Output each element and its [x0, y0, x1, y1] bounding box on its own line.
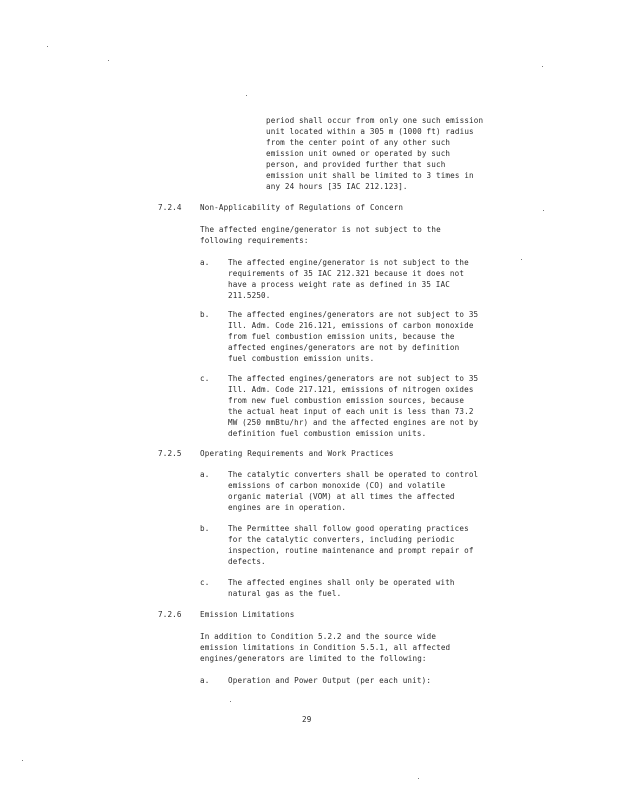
- section-7-2-6-title: Emission Limitations: [200, 610, 295, 619]
- section-7-2-5-item-c-text: The affected engines shall only be operated with natural gas as the fuel.: [228, 578, 455, 598]
- section-7-2-4-item-a-label: a.: [200, 258, 210, 267]
- continuation-paragraph: period shall occur from only one such emission unit located within a 305 m (1000 ft) radius from the center point of any other such emission unit owned or operated by such person, and provided further that such emission unit shall be limited to 3 times in any 24 hours [35 IAC 212.123].: [266, 116, 484, 191]
- section-7-2-5-item-c-label: c.: [200, 578, 210, 587]
- section-7-2-4-title: Non-Applicability of Regulations of Concern: [200, 203, 404, 212]
- section-7-2-4-item-c-text: The affected engines/generators are not subject to 35 Ill. Adm. Code 217.121, emissions of nitrogen oxides from new fuel combustion emission sources, because the actual heat input of each unit is less than 73.2 MW (250 mmBtu/hr) and the affected engines are not by definition fuel combustion emission units.: [228, 374, 479, 438]
- section-7-2-5-item-a-text: The catalytic converters shall be operated to control emissions of carbon monoxide (CO) and volatile organic material (VOM) at all times the affected engines are in operation.: [228, 470, 479, 512]
- scan-speck: [418, 778, 419, 779]
- section-7-2-4-item-a-text: The affected engine/generator is not subject to the requirements of 35 IAC 212.321 because it does not have a process weight rate as defined in 35 IAC 211.5250.: [228, 258, 469, 300]
- section-7-2-4-item-c-label: c.: [200, 374, 210, 383]
- section-7-2-6-item-a-label: a.: [200, 676, 210, 685]
- section-7-2-5-item-a-label: a.: [200, 470, 210, 479]
- scan-speck: [22, 760, 23, 761]
- page-number: 29: [302, 715, 312, 724]
- scan-speck: [543, 210, 544, 211]
- section-7-2-4-item-b-label: b.: [200, 310, 210, 319]
- scan-speck: [108, 60, 109, 61]
- section-7-2-5-number: 7.2.5: [158, 449, 182, 458]
- section-7-2-5-title: Operating Requirements and Work Practices: [200, 449, 394, 458]
- scan-speck: [542, 66, 543, 67]
- scan-speck: [246, 95, 247, 96]
- scan-speck: [521, 259, 522, 260]
- scan-speck: [47, 46, 48, 47]
- section-7-2-5-item-b-label: b.: [200, 524, 210, 533]
- section-7-2-4-number: 7.2.4: [158, 203, 182, 212]
- section-7-2-6-number: 7.2.6: [158, 610, 182, 619]
- scan-speck: [230, 701, 231, 702]
- section-7-2-4-intro: The affected engine/generator is not subject to the following requirements:: [200, 225, 441, 245]
- section-7-2-4-item-b-text: The affected engines/generators are not subject to 35 Ill. Adm. Code 216.121, emissions of carbon monoxide from fuel combustion emission units, because the affected engines/generators are not by definition fuel combustion emission units.: [228, 310, 479, 363]
- section-7-2-6-item-a-text: Operation and Power Output (per each unit):: [228, 676, 432, 685]
- section-7-2-5-item-b-text: The Permittee shall follow good operating practices for the catalytic converters, including periodic inspection, routine maintenance and prompt repair of defects.: [228, 524, 474, 566]
- section-7-2-6-intro: In addition to Condition 5.2.2 and the source wide emission limitations in Condition 5.5.1, all affected engines/generators are limited to the following:: [200, 632, 451, 663]
